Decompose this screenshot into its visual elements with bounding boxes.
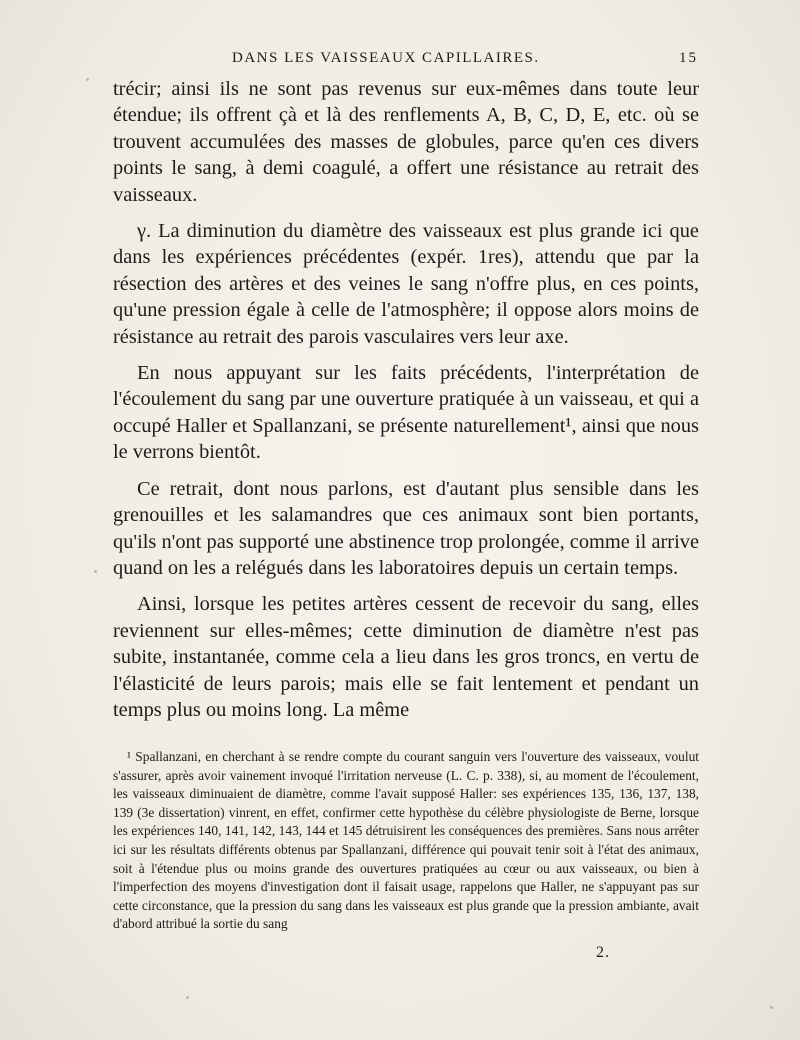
paper-speck [186, 996, 189, 999]
footnote [113, 748, 699, 934]
signature-mark: 2. [596, 944, 610, 961]
footnote-text: ¹ Spallanzani, en cherchant à se rendre compte du courant sanguin vers l'ouverture des vaisseaux, voulut s'assurer, après avoir vainement invoqué l'irritation nerveuse (L. C. p. 338), si, au moment de l'écoulement, les vaisseaux diminuaient de diamètre, comme l'avait supposé Haller: ses expériences 135, 136, 137, 138, 139 (3e dissertation) vinrent, en effet, confirmer cette hypothèse du célèbre physiologiste de Berne, lorsque les expériences 140, 141, 142, 143, 144 et 145 détruisirent les conséquences des premières. Sans nous arrêter ici sur les résultats différents obtenus par Spallanzani, différence qui pouvait tenir soit à l'état des animaux, soit à l'étendue plus ou moins grande des ouvertures pratiquées au cœur ou aux vaisseaux, ou bien à l'imperfection des moyens d'investigation dont il faisait usage, rappelons que Haller, ne s'appuyant pas sur cette circonstance, que la pression du sang dans les vaisseaux est plus grande que la pression ambiante, avait d'abord attribué la sortie du sang [113, 749, 699, 932]
paragraph: En nous appuyant sur les faits précédents, l'interprétation de l'écoulement du sang par une ouverture pratiquée à un vaisseau, et qui a occupé Haller et Spallanzani, se présente naturellement¹, ainsi que nous le verrons bientôt. [113, 362, 699, 464]
paragraph: Ce retrait, dont nous parlons, est d'autant plus sensible dans les grenouilles et les salamandres que ces animaux sont bien portants, qu'ils n'ont pas supporté une abstinence trop prolongée, comme il arrive quand on les a relégués dans les laboratoires depuis un certain temps. [113, 477, 699, 579]
paper-speck [770, 1006, 773, 1009]
page-number: 15 [679, 50, 698, 66]
paper-speck [94, 570, 97, 573]
running-title: DANS LES VAISSEAUX CAPILLAIRES. [232, 50, 540, 66]
paragraph: Ainsi, lorsque les petites artères cessent de recevoir du sang, elles reviennent sur elles-mêmes; cette diminution de diamètre n'est pas subite, instantanée, comme cela a lieu dans les gros troncs, en vertu de l'élasticité de leurs parois; mais elle se fait lentement et pendant un temps plus ou moins long. La même [113, 593, 699, 721]
paragraph: γ. La diminution du diamètre des vaisseaux est plus grande ici que dans les expériences précédentes (expér. 1res), attendu que par la résection des artères et des veines le sang n'offre plus, en ces points, qu'une pression égale à celle de l'atmosphère; il oppose alors moins de résistance au retrait des parois vasculaires vers leur axe. [113, 220, 699, 348]
paragraph: trécir; ainsi ils ne sont pas revenus sur eux-mêmes dans toute leur étendue; ils offrent çà et là des renflements A, B, C, D, E, etc. où se trouvent accumulées des masses de globules, parce qu'en ces divers points le sang, à demi coagulé, a offert une résistance au retrait des vaisseaux. [113, 78, 699, 206]
main-text [113, 76, 699, 733]
paper-speck [86, 78, 89, 81]
running-header [118, 50, 698, 72]
